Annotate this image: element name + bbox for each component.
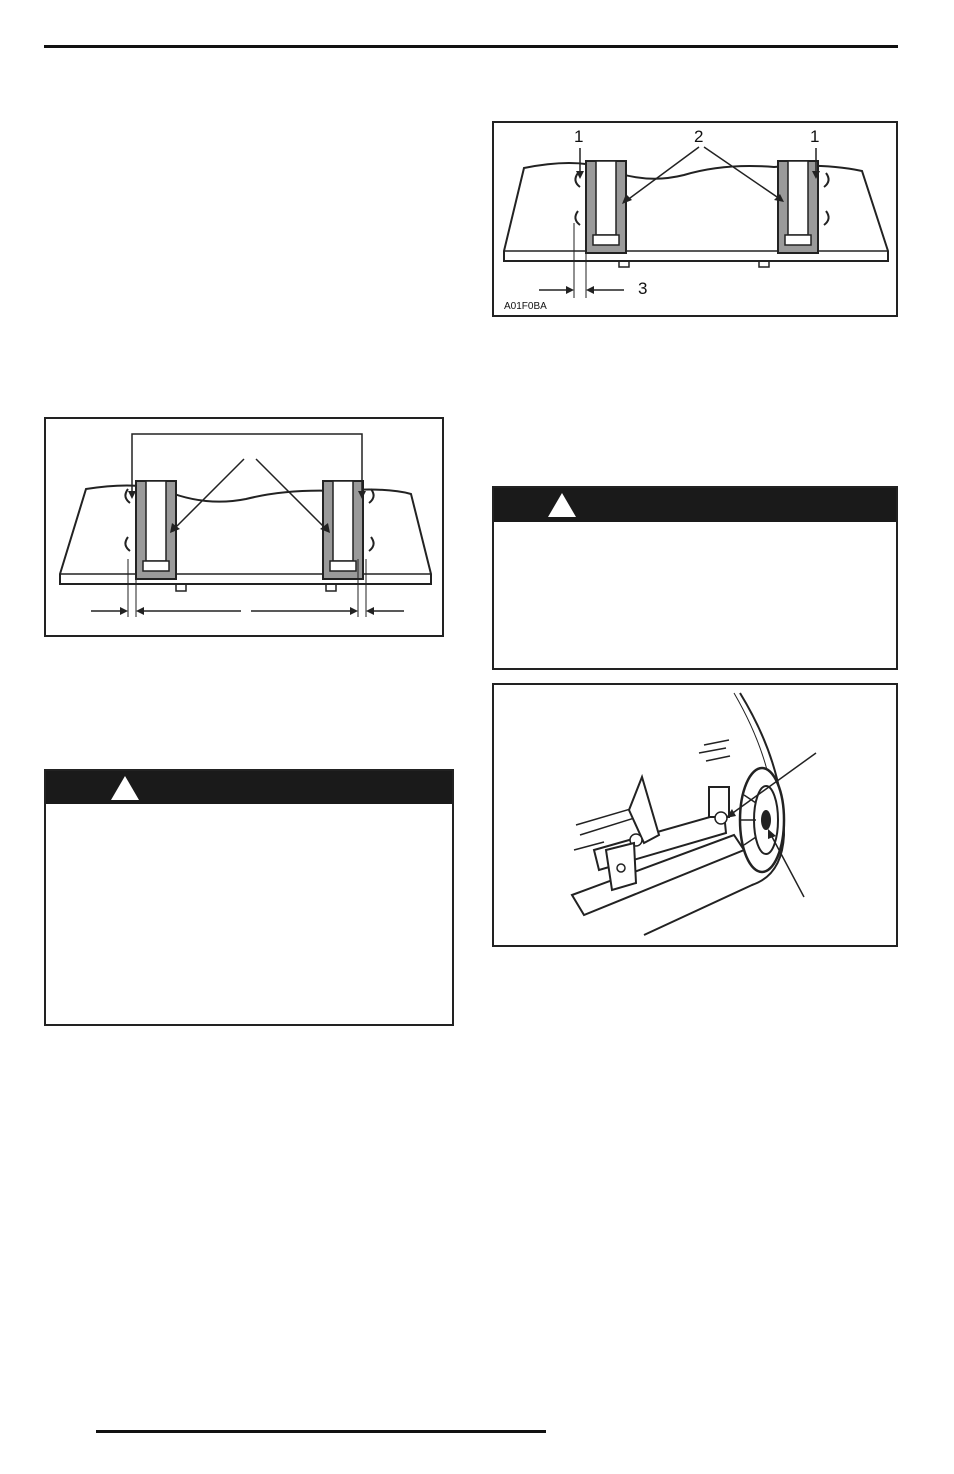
figure-rail-alignment [44, 417, 444, 637]
figure-code: A01F0BA [504, 301, 547, 312]
callout-1-right: 1 [810, 127, 820, 146]
clip-callouts-drawing [494, 123, 898, 317]
warning-box-right [492, 486, 898, 670]
warning-header [46, 771, 452, 804]
rail-alignment-drawing [46, 419, 444, 637]
warning-box-left [44, 769, 454, 1026]
callout-3: 3 [638, 279, 648, 298]
callout-1-left: 1 [574, 127, 584, 146]
suspension-drawing [494, 685, 898, 947]
figure-suspension-wheel [492, 683, 898, 947]
figure-clip-callouts [492, 121, 898, 317]
callout-2: 2 [694, 127, 704, 146]
warning-triangle-icon [110, 775, 140, 801]
warning-header [494, 488, 896, 522]
warning-triangle-icon [547, 492, 577, 518]
footer-rule [96, 1430, 546, 1433]
header-rule [44, 45, 898, 48]
